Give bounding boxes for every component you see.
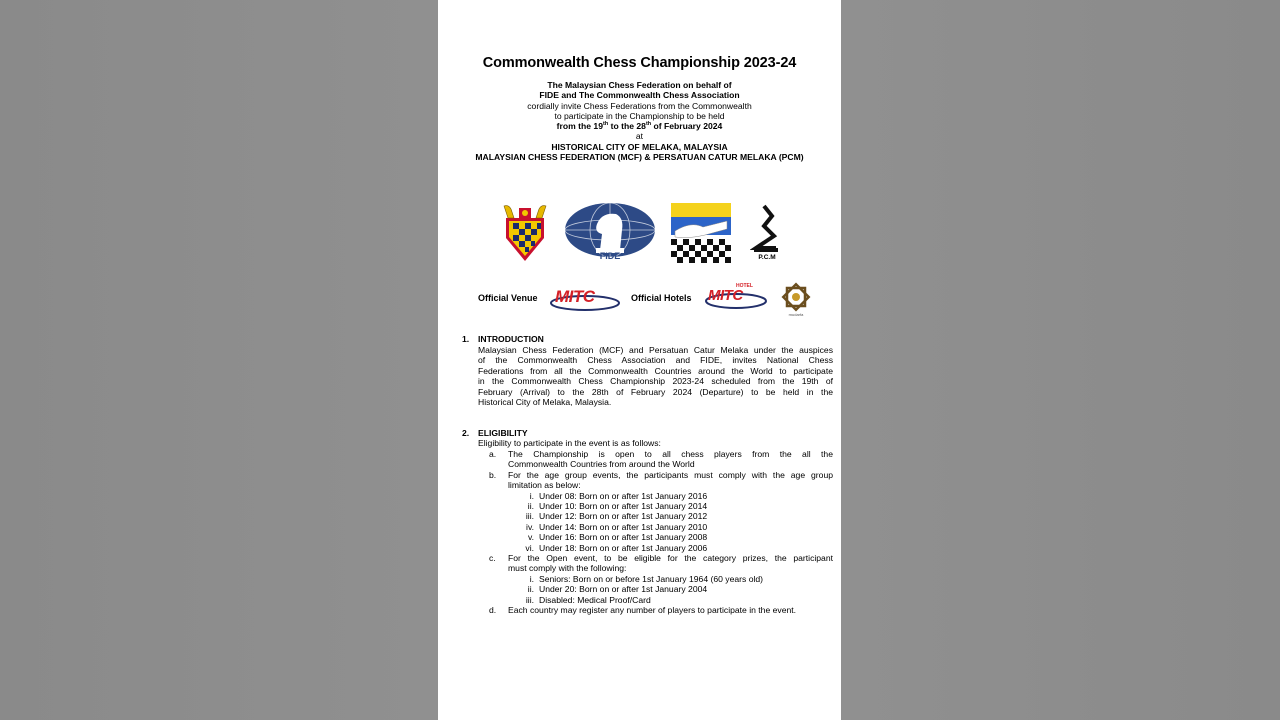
cat-mark-3: iii.: [525, 595, 534, 605]
fide-logo-icon: [564, 202, 656, 264]
age-item-5: Under 16: Born on or after 1st January 2008: [539, 532, 708, 542]
section-1-number: 1.: [462, 334, 470, 344]
age-item-4: Under 14: Born on or after 1st January 2010: [539, 522, 708, 532]
item-d-mark: d.: [489, 605, 497, 615]
age-item-2: Under 10: Born on or after 1st January 2014: [539, 501, 708, 511]
item-d-text: Each country may register any number of players to participate in the event.: [508, 605, 797, 615]
item-c-text: [508, 553, 833, 574]
page-title: Commonwealth Chess Championship 2023-24: [482, 55, 797, 71]
hotel-text: HOTEL: [736, 283, 753, 289]
mitc-text: MITC: [555, 287, 595, 306]
right-background: [841, 0, 1280, 720]
age-item-1: Under 08: Born on or after 1st January 2016: [539, 491, 708, 501]
age-item-6: Under 18: Born on or after 1st January 2006: [539, 543, 708, 553]
invite-city: HISTORICAL CITY OF MELAKA, MALAYSIA: [551, 141, 728, 152]
venue-row: [438, 282, 841, 322]
section-2-title: ELIGIBILITY: [478, 428, 528, 438]
s1-line-2: of the Commonwealth Chess Association and FIDE, invites National Chess: [478, 355, 833, 366]
mitc-hotel-logo-icon: [704, 282, 768, 314]
fide-label: FIDE: [599, 251, 621, 261]
item-a-line-1: The Championship is open to all chess players from the all the: [508, 449, 833, 459]
mitc-logo-icon: [549, 286, 621, 314]
invite-at: at: [635, 131, 644, 142]
item-a-mark: [489, 449, 503, 459]
invite-dates: [438, 121, 841, 131]
section-2-intro: Eligibility to participate in the event is as follows:: [478, 438, 661, 448]
item-b-mark: b.: [489, 470, 497, 480]
handshake-chessboard-icon: [671, 203, 731, 263]
invitation-block: [438, 80, 841, 162]
mitc-hotel-text: MITC: [708, 287, 743, 304]
age-mark-4: iv.: [526, 522, 534, 532]
age-mark-2: ii.: [527, 501, 534, 511]
cat-mark-1: i.: [529, 574, 534, 584]
dates-mid: to the 28: [608, 121, 646, 132]
s1-line-1: Malaysian Chess Federation (MCF) and Persatuan Catur Melaka under the auspices: [478, 345, 833, 355]
item-b-text: [508, 470, 833, 491]
pcm-knight-logo-icon: [750, 204, 784, 264]
cat-mark-2: ii.: [527, 584, 534, 594]
section-2-number: 2.: [462, 428, 470, 438]
dates-prefix: from the 19: [556, 121, 603, 132]
item-b-line-1: For the age group events, the participants must comply with the age group: [508, 470, 833, 480]
cat-item-3: Disabled: Medical Proof/Card: [539, 595, 651, 605]
dates-sup-2: th: [645, 121, 652, 128]
invite-line-2: FIDE and The Commonwealth Chess Association: [539, 90, 740, 101]
item-c-line-2: must comply with the following:: [508, 563, 627, 574]
logos-row: [438, 200, 841, 270]
age-item-3: Under 12: Born on or after 1st January 2012: [539, 511, 708, 521]
item-a-text: [508, 449, 833, 470]
item-a-marker: a.: [489, 449, 497, 459]
s1-line-5: February (Arrival) to the 28th of February 2024 (Departure) to be held in the: [478, 386, 833, 397]
document-page: [438, 0, 841, 720]
mudarfa-text: mudarfa: [788, 312, 804, 317]
left-background: [0, 0, 438, 720]
official-hotels-label: Official Hotels: [631, 293, 692, 303]
item-b-line-2: limitation as below:: [508, 480, 581, 491]
s1-line-3: Federations from all the Commonwealth Countries around the World to participate: [478, 365, 833, 376]
invite-line-1: The Malaysian Chess Federation on behalf of: [547, 80, 732, 90]
dates-suffix: of February 2024: [651, 121, 723, 132]
invite-line-4: to participate in the Championship to be held: [554, 110, 725, 121]
age-mark-5: v.: [527, 532, 534, 542]
item-a-line-2: Commonwealth Countries from around the World: [508, 459, 695, 470]
item-c-mark: c.: [489, 553, 496, 563]
invite-line-3: cordially invite Chess Federations from the Commonwealth: [527, 100, 752, 111]
age-mark-6: vi.: [525, 543, 534, 553]
invite-orgs: MALAYSIAN CHESS FEDERATION (MCF) & PERSATUAN CATUR MELAKA (PCM): [475, 152, 804, 163]
cat-item-1: Seniors: Born on or before 1st January 1964 (60 years old): [539, 574, 764, 584]
mudarfa-logo-icon: [778, 282, 814, 322]
official-venue-label: Official Venue: [478, 293, 538, 303]
age-mark-3: iii.: [525, 511, 534, 521]
pcm-label: P.C.M: [758, 254, 776, 261]
s1-line-6: Historical City of Melaka, Malaysia.: [478, 397, 612, 408]
mcf-crest-icon: [502, 204, 548, 262]
cat-item-2: Under 20: Born on or after 1st January 2004: [539, 584, 708, 594]
age-mark-1: i.: [529, 491, 534, 501]
item-c-line-1: For the Open event, to be eligible for the category prizes, the participant: [508, 553, 833, 563]
section-1-body: [478, 345, 833, 407]
s1-line-4: in the Commonwealth Chess Championship 2023-24 scheduled from the 19th of: [478, 376, 833, 387]
section-1-title: INTRODUCTION: [478, 334, 544, 344]
dates-sup-1: th: [603, 121, 609, 128]
